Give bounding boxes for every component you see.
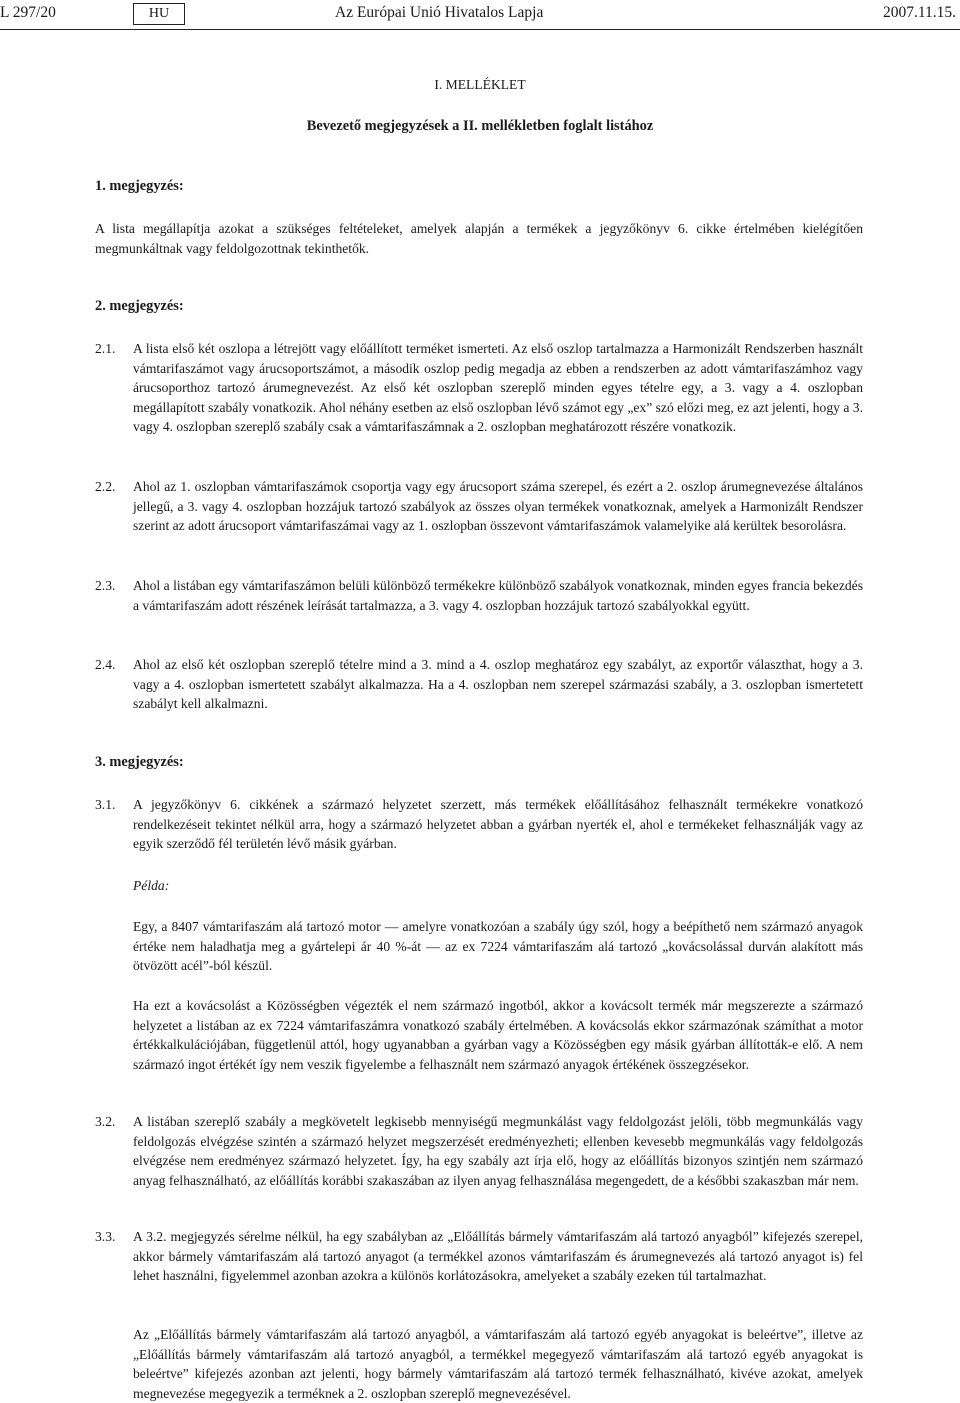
journal-title: Az Európai Unió Hivatalos Lapja: [335, 4, 544, 21]
item-number: 3.2.: [95, 1114, 116, 1129]
note-item-3-3: [95, 1227, 863, 1286]
example-paragraph-1: Egy, a 8407 vámtarifaszám alá tartozó motor — amelyre vonatkozóan a szabály úgy szól, hogy a beépíthető nem származó anyagok értéke nem haladhatja meg a gyártelepi ár 40 %-át — az ex 7224 vámtarifaszám alá tartozó „kovácsolással durván alakított más ötvözött acél”-ból készül.: [133, 919, 863, 974]
example-paragraph-2: Ha ezt a kovácsolást a Közösségben végezték el nem származó ingotból, akkor a kovácsolt termék már megszerezte a származó helyzetet a listában az ex 7224 vámtarifaszámra vonatkozó szabály értelmében. A kovácsolás ekkor származónak számíthat a motor értékkalkulációjában, függetlenül attól, hogy ugyanabban a gyárban vagy a Közösségben egy másik gyárban állították-e elő. A nem származó ingot értékét így nem veszik figyelembe a felhasznált nem származó anyagok értékének összegzésekor.: [133, 998, 863, 1072]
item-number: 3.3.: [95, 1229, 116, 1244]
note-1-text: A lista megállapítja azokat a szükséges feltételeket, amelyek alapján a termékek a jegyzőkönyv 6. cikke értelmében kielégítően megmunkáltnak vagy feldolgozottnak tekinthetők.: [95, 221, 863, 256]
item-text: A lista első két oszlopa a létrejött vagy előállított terméket ismerteti. Az első oszlop tartalmazza a Harmonizált Rendszerben használt vámtarifaszámot vagy árucsoportszámot, a második oszlop pedig megadja az ebben a rendszerben az adott vámtarifaszámhoz vagy árucsoporthoz tartozó árumegnevezést. Az első két oszlopban szereplő minden egyes tételre egy, a 3. vagy a 4. oszlopban megállapított szabály vonatkozik. Ahol néhány esetben az első oszlopban lévő számot egy „ex” szó előzi meg, ez azt jelenti, hogy a 3. vagy 4. oszlopban szereplő szabály csak a vámtarifaszámnak a 2. oszlopban meghatározott részére vonatkozik.: [133, 341, 863, 435]
item-number: 2.1.: [95, 341, 116, 356]
item-number: 2.4.: [95, 657, 116, 672]
item-number: 3.1.: [95, 797, 116, 812]
page-header: [0, 3, 960, 25]
document-subtitle: Bevezető megjegyzések a II. mellékletben foglalt listához: [306, 118, 654, 134]
note-3-heading: 3. megjegyzés:: [95, 754, 184, 770]
example-label: Példa:: [133, 878, 170, 893]
item-text: A jegyzőkönyv 6. cikkének a származó helyzetet szerzett, más termékek előállításához felhasznált termékekre vonatkozó rendelkezéseit tekintet nélkül arra, hogy a származó helyzetet abban a gyárban nyerték el, ahol e termékeket felhasználják vagy az egyik szerződő fél területén lévő másik gyárban.: [133, 797, 863, 852]
note-3-3-paragraph-2: Az „Előállítás bármely vámtarifaszám alá tartozó anyagból, a vámtarifaszám alá tartozó egyéb anyagokat is beleértve”, illetve az „Előállítás bármely vámtarifaszám alá tartozó anyagból, a termékkel megegyező vámtarifaszám alá tartozó egyéb anyagokat is beleértve” kifejezés azonban azt jelenti, hogy bármely vámtarifaszám alá tartozó termék felhasználható, kivéve azokat, amelyek megnevezése megegyezik a terméknek a 2. oszlopban szereplő megnevezésével.: [133, 1327, 863, 1401]
annex-title: I. MELLÉKLET: [434, 77, 526, 92]
page-reference: L 297/20: [0, 4, 56, 21]
note-item-2-3: [95, 576, 863, 615]
item-number: 2.2.: [95, 479, 116, 494]
item-number: 2.3.: [95, 578, 116, 593]
note-item-2-2: [95, 477, 863, 536]
note-2-heading: 2. megjegyzés:: [95, 298, 184, 314]
publication-date: 2007.11.15.: [882, 4, 956, 21]
item-text: Ahol az 1. oszlopban vámtarifaszámok csoportja vagy egy árucsoport száma szerepel, és ezért a 2. oszlop árumegnevezése általános jellegű, a 3. vagy 4. oszlopban hozzájuk tartozó szabályok az összes olyan termékek vonatkoznak, amelyek a Harmonizált Rendszer szerint az adott árucsoport vámtarifaszámai vagy az 1. oszlopban összevont vámtarifaszámok valamelyike alá kerültek besorolásra.: [133, 479, 863, 534]
note-item-3-2: [95, 1112, 863, 1190]
item-text: A listában szereplő szabály a megkövetelt legkisebb mennyiségű megmunkálást vagy feldolgozást jelöli, több megmunkálás vagy feldolgozás elvégzése szintén a származó helyzet megszerzését eredményezheti; ellenben kevesebb megmunkálás vagy feldolgozás elvégzése nem eredményez származó helyzetet. Így, ha egy szabály azt írja elő, hogy az előállítás bizonyos szintjén nem származó anyag felhasználható, az előállítás korábbi szakaszában az ilyen anyag felhasználása megengedett, de a későbbi szakaszban már nem.: [133, 1114, 863, 1188]
header-divider: [0, 29, 960, 30]
item-text: Ahol a listában egy vámtarifaszámon belüli különböző termékekre különböző szabályok vonatkoznak, minden egyes francia bekezdés a vámtarifaszám adott részének leírását tartalmazza, a 3. vagy 4. oszlopban hozzájuk tartozó szabályokkal együtt.: [133, 578, 863, 613]
note-item-2-1: [95, 339, 863, 437]
note-item-2-4: [95, 655, 863, 714]
item-text: Ahol az első két oszlopban szereplő tételre mind a 3. mind a 4. oszlop meghatároz egy szabályt, az exportőr választhat, hogy a 3. vagy a 4. oszlopban ismertetett szabályt alkalmazza. Ha a 4. oszlopban nem szerepel származási szabály, a 3. oszlopban ismertetett szabályt kell alkalmazni.: [133, 657, 863, 712]
note-1-heading: 1. megjegyzés:: [95, 178, 184, 194]
note-item-3-1: [95, 795, 863, 854]
language-code-box: HU: [133, 3, 185, 25]
item-text: A 3.2. megjegyzés sérelme nélkül, ha egy szabályban az „Előállítás bármely vámtarifaszám alá tartozó anyagból” kifejezés szerepel, akkor bármely vámtarifaszám alá tartozó anyagot (a termékkel azonos vámtarifaszám és árumegnevezés alá tartozó anyagot is) fel lehet használni, figyelemmel azonban azokra a különös korlátozásokra, amelyeket a szabály ezeken túl tartalmazhat.: [133, 1229, 863, 1284]
